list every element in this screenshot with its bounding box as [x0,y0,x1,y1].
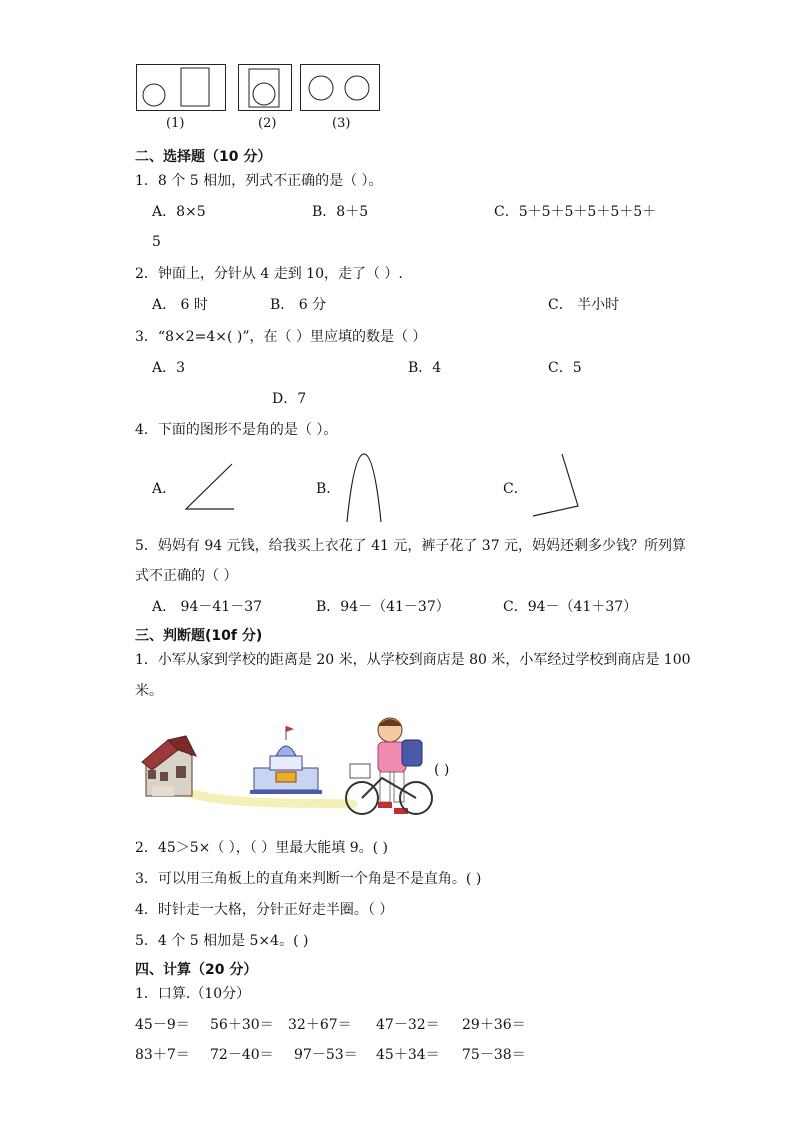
shape-figure-2 [238,64,292,112]
q2-2-option-a: A． 6 时 [152,297,208,313]
q2-4-stem: 4．下面的图形不是角的是（ ）。 [135,422,338,438]
calc-item: 72－40＝ [210,1047,274,1063]
q3-4: 4．时针走一大格，分针正好走半圈。（ ） [135,902,394,918]
q2-5-option-c: C．94－（41＋37） [503,599,638,615]
q2-3-option-d: D．7 [272,391,307,407]
q4-1-title: 1．口算.（10分） [135,986,251,1002]
calc-item: 56＋30＝ [210,1017,274,1033]
q2-1-option-c-cont: 5 [152,234,161,250]
section-2-title: 二、选择题（10 分） [135,149,272,165]
section-4-title: 四、计算（20 分） [135,962,258,978]
q2-5-stem-line2: 式不正确的（ ） [135,568,238,584]
calc-item: 32＋67＝ [288,1017,352,1033]
calc-item: 29＋36＝ [462,1017,526,1033]
q2-1-option-b: B．8＋5 [312,204,369,220]
calc-item: 45＋34＝ [376,1047,440,1063]
q2-1-stem: 1．8 个 5 相加，列式不正确的是（ ）。 [135,173,383,189]
q3-1-line1: 1．小军从家到学校的距离是 20 米，从学校到商店是 80 米，小军经过学校到商店是 100 [135,652,691,668]
shape-label-1: (1) [166,116,185,131]
q3-2: 2．45＞5×（ ），（ ）里最大能填 9。( ) [135,840,388,856]
q3-1-line2: 米。 [135,683,163,699]
q3-1-answer-paren[interactable]: ( ) [434,762,450,778]
shape-label-2: (2) [258,116,277,131]
q2-3-option-a: A．3 [152,360,186,376]
q2-1-option-a: A．8×5 [152,204,206,220]
calc-item: 75－38＝ [462,1047,526,1063]
shape-figure-3 [300,64,380,112]
q2-3-option-c: C．5 [548,360,582,376]
school-image [250,726,322,794]
q3-3: 3．可以用三角板上的直角来判断一个角是不是直角。( ) [135,871,482,887]
q2-2-option-b: B． 6 分 [270,297,327,313]
q2-1-option-c: C．5＋5＋5＋5＋5＋5＋ [494,204,657,220]
q2-4-option-b: B． [316,481,341,497]
section-3-title: 三、判断题(10f 分) [135,628,263,644]
calc-item: 97－53＝ [294,1047,358,1063]
q3-5: 5．4 个 5 相加是 5×4。( ) [135,933,309,949]
calc-item: 83＋7＝ [135,1047,190,1063]
house-image [142,736,196,796]
calc-item: 45－9＝ [135,1017,190,1033]
house-school-boy-illustration [138,712,438,824]
q2-3-option-b: B．4 [408,360,442,376]
arch-figure-b [344,452,384,524]
q2-4-option-c: C． [503,481,528,497]
q2-2-option-c: C． 半小时 [548,297,620,313]
shape-label-3: (3) [332,116,351,131]
angle-figure-c [530,452,582,520]
calc-item: 47－32＝ [376,1017,440,1033]
q2-5-option-b: B．94－（41－37） [316,599,450,615]
q2-3-stem: 3．“8×2=4×( )”，在（ ）里应填的数是（ ） [135,329,427,345]
angle-figure-a [184,462,234,512]
q2-2-stem: 2．钟面上，分针从 4 走到 10，走了（ ）. [135,266,403,282]
q2-5-stem-line1: 5．妈妈有 94 元钱，给我买上衣花了 41 元，裤子花了 37 元，妈妈还剩多少钱？所列算 [135,538,687,554]
q2-5-option-a: A． 94－41－37 [152,599,263,615]
shape-figure-1 [136,64,226,112]
q2-4-option-a: A． [152,481,177,497]
